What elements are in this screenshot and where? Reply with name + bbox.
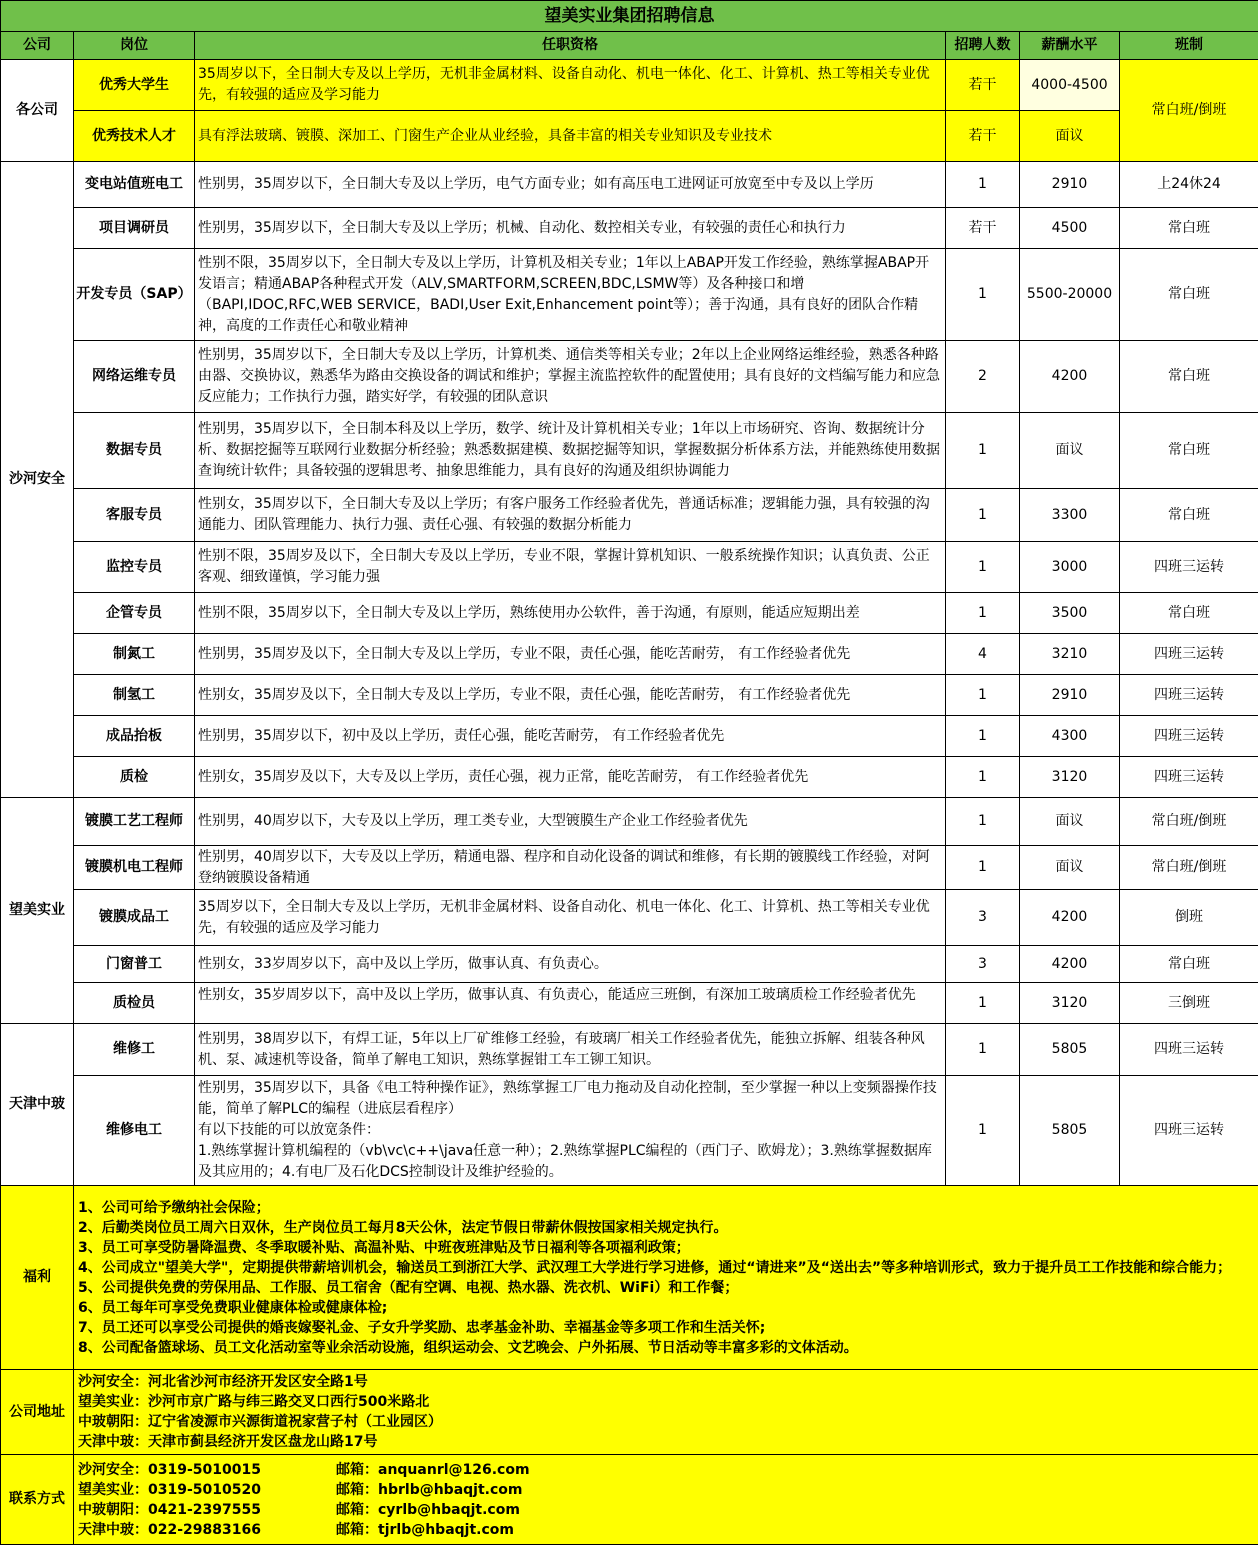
salary-cell: 面议 [1020,413,1120,489]
requirement-cell: 性别女，35周岁及以下，全日制大专及以上学历，专业不限，责任心强，能吃苦耐劳， 有工作经验者优先 [195,675,946,716]
requirement-cell: 性别男，40周岁以下，大专及以上学历，理工类专业，大型镀膜生产企业工作经验者优先 [195,798,946,846]
count-cell: 1 [946,716,1020,757]
count-cell: 若干 [946,208,1020,249]
requirement-cell: 性别男，35周岁以下，全日制大专及以上学历，计算机类、通信类等相关专业；2年以上企业网络运维经验，熟悉各种路由器、交换协议，熟悉华为路由交换设备的调试和维护；掌握主流监控软件的配置使用；具有良好的文档编写能力和应急反应能力；工作执行力强，踏实好学，有较强的团队意识 [195,341,946,413]
salary-cell: 3120 [1020,757,1120,798]
position-cell: 制氢工 [74,675,195,716]
table-row [1,1076,1258,1186]
table-row [1,111,1258,162]
salary-cell: 5805 [1020,1024,1120,1076]
shift-cell: 常白班 [1120,946,1258,983]
contact-item [78,1500,1256,1520]
requirement-line: 有以下技能的可以放宽条件： [198,1120,943,1141]
position-cell: 质检员 [74,983,195,1024]
table-row [1,983,1258,1024]
salary-cell: 4300 [1020,716,1120,757]
salary-cell: 3000 [1020,542,1120,593]
requirement-cell: 性别女，35周岁以下，全日制大专及以上学历；有客户服务工作经验者优先，普通话标准；逻辑能力强，具有较强的沟通能力、团队管理能力、执行力强、责任心强、有较强的数据分析能力 [195,489,946,542]
table-row [1,1024,1258,1076]
shift-cell: 常白班 [1120,593,1258,634]
page-title: 望美实业集团招聘信息 [1,1,1258,32]
shift-cell: 常白班/倒班 [1120,846,1258,890]
salary-cell: 4200 [1020,946,1120,983]
count-cell: 1 [946,798,1020,846]
shift-cell: 上24休24 [1120,162,1258,208]
position-cell: 客服专员 [74,489,195,542]
salary-cell: 4000-4500 [1020,60,1120,111]
salary-cell: 4200 [1020,890,1120,946]
table-row [1,341,1258,413]
table-row [1,413,1258,489]
position-cell: 制氮工 [74,634,195,675]
header-shift: 班制 [1120,32,1258,60]
count-cell: 若干 [946,60,1020,111]
salary-cell: 面议 [1020,846,1120,890]
salary-cell: 5805 [1020,1076,1120,1186]
position-cell: 优秀大学生 [74,60,195,111]
shift-cell: 常白班/倒班 [1120,798,1258,846]
requirement-cell: 性别女，33岁周岁以下，高中及以上学历，做事认真、有负责心。 [195,946,946,983]
shift-cell: 四班三运转 [1120,1024,1258,1076]
requirement-cell [195,983,946,1024]
requirement-cell: 性别女，35周岁及以下，大专及以上学历，责任心强，视力正常，能吃苦耐劳， 有工作经验者优先 [195,757,946,798]
address-row [1,1370,1258,1455]
address-label: 公司地址 [1,1370,74,1455]
requirement-cell: 性别男，35周岁以下，全日制大专及以上学历，电气方面专业；如有高压电工进网证可放宽至中专及以上学历 [195,162,946,208]
requirement-cell: 性别男，38周岁以下，有焊工证，5年以上厂矿维修工经验，有玻璃厂相关工作经验者优先，能独立拆解、组装各种风机、泵、减速机等设备，简单了解电工知识，熟练掌握钳工车工铆工知识。 [195,1024,946,1076]
welfare-item: 4、公司成立"望美大学"，定期提供带薪培训机会，输送员工到浙江大学、武汉理工大学进行学习进修，通过“请进来”及“送出去”等多种培训形式，致力于提升员工工作技能和综合能力； [78,1258,1256,1278]
welfare-list [74,1186,1258,1370]
requirement-line: 性别男，35周岁以下，具备《电工特种操作证》，熟练掌握工厂电力拖动及自动化控制，至少掌握一种以上变频器操作技能，简单了解PLC的编程（进底层看程序） [198,1078,943,1120]
shift-cell: 常白班 [1120,413,1258,489]
position-cell: 监控专员 [74,542,195,593]
contact-item [78,1480,1256,1500]
company-cell: 天津中玻 [1,1024,74,1186]
welfare-item: 3、员工可享受防暑降温费、冬季取暖补贴、高温补贴、中班夜班津贴及节日福利等各项福利政策； [78,1238,1256,1258]
count-cell: 4 [946,634,1020,675]
company-cell: 各公司 [1,60,74,162]
header-row [1,32,1258,60]
salary-cell: 4500 [1020,208,1120,249]
position-cell: 镀膜成品工 [74,890,195,946]
welfare-item: 5、公司提供免费的劳保用品、工作服、员工宿舍（配有空调、电视、热水器、洗衣机、WiFi）和工作餐； [78,1278,1256,1298]
welfare-item: 2、后勤类岗位员工周六日双休，生产岗位员工每月8天公休，法定节假日带薪休假按国家相关规定执行。 [78,1218,1256,1238]
count-cell: 1 [946,249,1020,341]
address-item: 沙河安全：河北省沙河市经济开发区安全路1号 [78,1372,1256,1392]
address-item: 望美实业：沙河市京广路与纬三路交叉口西行500米路北 [78,1392,1256,1412]
table-row [1,846,1258,890]
company-cell: 沙河安全 [1,162,74,798]
address-item: 天津中玻：天津市蓟县经济开发区盘龙山路17号 [78,1432,1256,1452]
salary-cell: 3500 [1020,593,1120,634]
contact-phone: 天津中玻：022-29883166 [78,1520,336,1540]
salary-cell: 2910 [1020,162,1120,208]
count-cell: 1 [946,593,1020,634]
count-cell: 2 [946,341,1020,413]
position-cell: 项目调研员 [74,208,195,249]
requirement-cell [195,1076,946,1186]
count-cell: 1 [946,1024,1020,1076]
count-cell: 1 [946,489,1020,542]
header-count: 招聘人数 [946,32,1020,60]
header-requirements: 任职资格 [195,32,946,60]
requirement-cell: 具有浮法玻璃、镀膜、深加工、门窗生产企业从业经验，具备丰富的相关专业知识及专业技术 [195,111,946,162]
table-row [1,890,1258,946]
count-cell: 1 [946,675,1020,716]
shift-cell: 四班三运转 [1120,634,1258,675]
salary-cell: 4200 [1020,341,1120,413]
shift-cell: 常白班 [1120,489,1258,542]
shift-cell: 四班三运转 [1120,757,1258,798]
count-cell: 1 [946,983,1020,1024]
position-cell: 变电站值班电工 [74,162,195,208]
table-row [1,542,1258,593]
position-cell: 企管专员 [74,593,195,634]
table-row [1,593,1258,634]
position-cell: 优秀技术人才 [74,111,195,162]
requirement-cell: 性别男，35周岁以下，初中及以上学历，责任心强，能吃苦耐劳， 有工作经验者优先 [195,716,946,757]
position-cell: 门窗普工 [74,946,195,983]
table-row [1,798,1258,846]
shift-cell: 倒班 [1120,890,1258,946]
table-row [1,60,1258,111]
table-row [1,249,1258,341]
count-cell: 1 [946,413,1020,489]
table-row [1,634,1258,675]
salary-cell: 面议 [1020,798,1120,846]
table-row [1,946,1258,983]
contact-phone: 中玻朝阳：0421-2397555 [78,1500,336,1520]
shift-cell: 三倒班 [1120,983,1258,1024]
welfare-label: 福利 [1,1186,74,1370]
salary-cell: 面议 [1020,111,1120,162]
table-row [1,162,1258,208]
shift-cell: 四班三运转 [1120,675,1258,716]
requirement-cell: 35周岁以下，全日制大专及以上学历，无机非金属材料、设备自动化、机电一体化、化工、计算机、热工等相关专业优先，有较强的适应及学习能力 [195,60,946,111]
salary-cell: 5500-20000 [1020,249,1120,341]
contact-item [78,1460,1256,1480]
contact-item [78,1520,1256,1540]
requirement-cell: 性别不限，35周岁以下，全日制大专及以上学历，计算机及相关专业；1年以上ABAP开发工作经验，熟练掌握ABAP开发语言；精通ABAP各种程式开发（ALV,SMARTFORM,SCREEN,BDC,LSMW等）及各种接口和增（BAPI,IDOC,RFC,WEB SERVICE，BADI,User Exit,Enhancement point等）；善于沟通，具有良好的团队合作精神，高度的工作责任心和敬业精神 [195,249,946,341]
salary-cell: 3300 [1020,489,1120,542]
requirement-cell: 性别不限，35周岁及以下，全日制大专及以上学历，专业不限，掌握计算机知识、一般系统操作知识；认真负责、公正客观、细致谨慎，学习能力强 [195,542,946,593]
contact-row [1,1455,1258,1545]
welfare-item: 7、员工还可以享受公司提供的婚丧嫁娶礼金、子女升学奖励、忠孝基金补助、幸福基金等多项工作和生活关怀; [78,1318,1256,1338]
count-cell: 1 [946,757,1020,798]
salary-cell: 3120 [1020,983,1120,1024]
address-list [74,1370,1258,1455]
table-row [1,208,1258,249]
requirement-cell: 性别男，35周岁及以下，全日制大专及以上学历，专业不限，责任心强，能吃苦耐劳， 有工作经验者优先 [195,634,946,675]
table-row [1,489,1258,542]
welfare-item: 8、公司配备篮球场、员工文化活动室等业余活动设施，组织运动会、文艺晚会、户外拓展、节日活动等丰富多彩的文体活动。 [78,1338,1256,1358]
count-cell: 1 [946,846,1020,890]
shift-cell: 常白班/倒班 [1120,60,1258,162]
requirement-line: 1.熟练掌握计算机编程的（vb\vc\c++\java任意一种）；2.熟练掌握PLC编程的（西门子、欧姆龙）；3.熟练掌握数据库及其应用的；4.有电厂及石化DCS控制设计及维护经验的。 [198,1141,943,1183]
welfare-item: 1、公司可给予缴纳社会保险； [78,1198,1256,1218]
position-cell: 数据专员 [74,413,195,489]
contact-phone: 沙河安全：0319-5010015 [78,1460,336,1480]
contact-email[interactable]: 邮箱：cyrlb@hbaqjt.com [336,1500,520,1520]
count-cell: 1 [946,162,1020,208]
count-cell: 1 [946,542,1020,593]
address-item: 中玻朝阳：辽宁省凌源市兴源街道祝家营子村（工业园区） [78,1412,1256,1432]
salary-cell: 2910 [1020,675,1120,716]
contact-email[interactable]: 邮箱：anquanrl@126.com [336,1460,530,1480]
requirement-text: 性别女，35岁周岁以下，高中及以上学历，做事认真、有负责心，能适应三班倒，有深加工玻璃质检工作经验者优先 [198,983,943,1023]
shift-cell: 常白班 [1120,249,1258,341]
count-cell: 3 [946,890,1020,946]
requirement-cell: 性别男，35周岁以下，全日制本科及以上学历，数学、统计及计算机相关专业；1年以上市场研究、咨询、数据统计分析、数据挖掘等互联网行业数据分析经验；熟悉数据建模、数据挖掘等知识，掌握数据分析体系方法，并能熟练使用数据查询统计软件；具备较强的逻辑思考、抽象思维能力，具有良好的沟通及组织协调能力 [195,413,946,489]
requirement-cell: 35周岁以下，全日制大专及以上学历，无机非金属材料、设备自动化、机电一体化、化工、计算机、热工等相关专业优先，有较强的适应及学习能力 [195,890,946,946]
header-position: 岗位 [74,32,195,60]
table-row [1,675,1258,716]
contact-email[interactable]: 邮箱：tjrlb@hbaqjt.com [336,1520,514,1540]
position-cell: 维修电工 [74,1076,195,1186]
contact-label: 联系方式 [1,1455,74,1545]
count-cell: 1 [946,1076,1020,1186]
position-cell: 开发专员（SAP） [74,249,195,341]
shift-cell: 常白班 [1120,341,1258,413]
table-row [1,716,1258,757]
welfare-row [1,1186,1258,1370]
header-company: 公司 [1,32,74,60]
shift-cell: 常白班 [1120,208,1258,249]
requirement-cell: 性别男，35周岁以下，全日制大专及以上学历；机械、自动化、数控相关专业，有较强的责任心和执行力 [195,208,946,249]
count-cell: 若干 [946,111,1020,162]
position-cell: 网络运维专员 [74,341,195,413]
requirement-cell: 性别男，40周岁以下，大专及以上学历，精通电器、程序和自动化设备的调试和维修，有长期的镀膜线工作经验，对阿登纳镀膜设备精通 [195,846,946,890]
requirement-cell: 性别不限，35周岁以下，全日制大专及以上学历，熟练使用办公软件，善于沟通，有原则，能适应短期出差 [195,593,946,634]
position-cell: 质检 [74,757,195,798]
company-cell: 望美实业 [1,798,74,1024]
contact-list [74,1455,1258,1545]
contact-email[interactable]: 邮箱：hbrlb@hbaqjt.com [336,1480,522,1500]
count-cell: 3 [946,946,1020,983]
table-row [1,757,1258,798]
contact-phone: 望美实业：0319-5010520 [78,1480,336,1500]
welfare-item: 6、员工每年可享受免费职业健康体检或健康体检; [78,1298,1256,1318]
shift-cell: 四班三运转 [1120,542,1258,593]
position-cell: 镀膜机电工程师 [74,846,195,890]
position-cell: 镀膜工艺工程师 [74,798,195,846]
header-salary: 薪酬水平 [1020,32,1120,60]
salary-cell: 3210 [1020,634,1120,675]
position-cell: 成品抬板 [74,716,195,757]
position-cell: 维修工 [74,1024,195,1076]
shift-cell: 四班三运转 [1120,1076,1258,1186]
shift-cell: 四班三运转 [1120,716,1258,757]
